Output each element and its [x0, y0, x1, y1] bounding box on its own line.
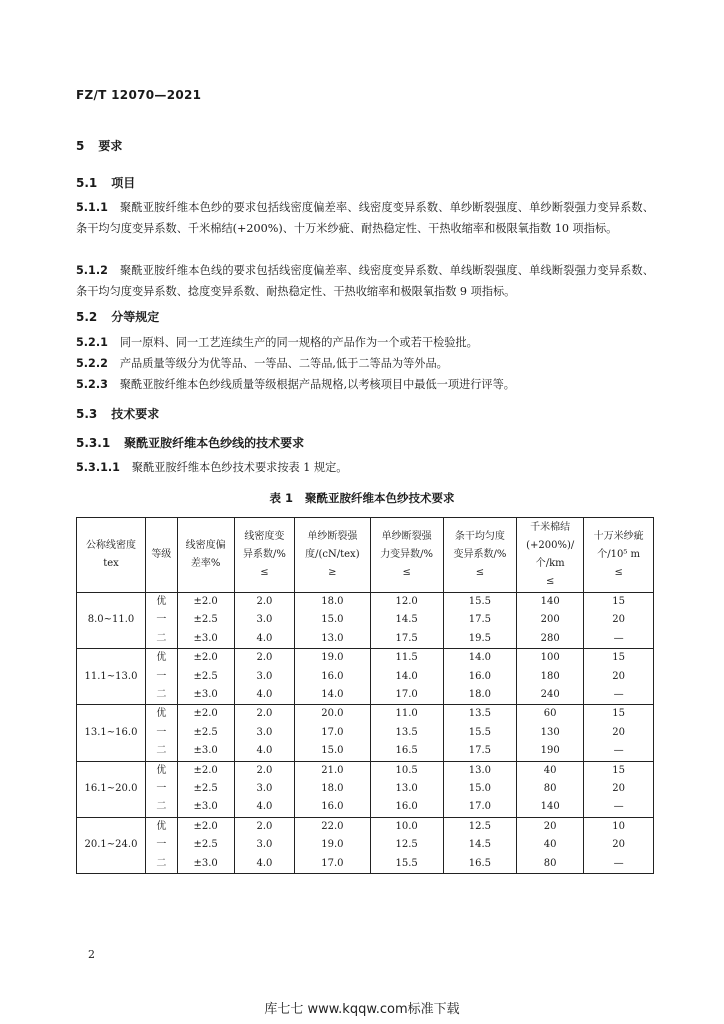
header-line: 度/(cN/tex): [305, 549, 360, 560]
table-cell: ±2.0: [177, 649, 234, 668]
clause-5-2-2: [76, 353, 654, 374]
table-cell: 15.0: [295, 611, 370, 629]
header-line: 十万米纱疵: [593, 531, 644, 542]
table-cell: ±3.0: [177, 798, 234, 817]
header-line: ≤: [545, 576, 555, 587]
table-cell: 4.0: [234, 742, 295, 761]
header-line: ≥: [328, 567, 337, 578]
section-5-heading: [76, 137, 122, 154]
watermark: 库七七 www.kqqw.com标准下载: [264, 1002, 460, 1017]
section-number: 5.2: [76, 310, 98, 324]
table-cell: 19.0: [295, 836, 370, 854]
table-row: [77, 630, 654, 649]
table-cell: ±2.0: [177, 705, 234, 724]
table-cell: ±2.5: [177, 724, 234, 742]
table-cell: 14.0: [370, 668, 443, 686]
clause-text: 产品质量等级分为优等品、一等品、二等品,低于二等品为等外品。: [119, 357, 448, 370]
table-cell: —: [584, 686, 654, 705]
table-cell: 17.0: [370, 686, 443, 705]
table-cell: 20: [584, 611, 654, 629]
table-cell: 20: [584, 780, 654, 798]
section-title: 技术要求: [111, 407, 160, 421]
table-row: [77, 742, 654, 761]
clause-number: 5.2.1: [76, 336, 108, 349]
table-cell: ±2.5: [177, 780, 234, 798]
header-line: 等级: [151, 549, 172, 560]
table-cell: 19.5: [443, 630, 516, 649]
clause-text: 聚酰亚胺纤维本色纱的要求包括线密度偏差率、线密度变异系数、单纱断裂强度、单纱断裂强力变异系数、条干均匀度变异系数、千米棉结(+200%)、十万米纱疵、耐热稳定性、干热收缩率和极限氧指数 10 项指标。: [76, 201, 654, 235]
table-row: [77, 817, 654, 836]
table-caption: [0, 490, 724, 506]
table-cell: 280: [517, 630, 584, 649]
table-cell: 一: [146, 611, 178, 629]
table-cell: 4.0: [234, 798, 295, 817]
table-cell: 4.0: [234, 630, 295, 649]
table-cell: 16.5: [370, 742, 443, 761]
header-line: tex: [103, 558, 119, 569]
table-cell: 优: [146, 649, 178, 668]
header-line: 单纱断裂强: [381, 531, 432, 542]
table-cell: 2.0: [234, 593, 295, 612]
table-cell: —: [584, 855, 654, 874]
table-cell: 一: [146, 724, 178, 742]
table-cell: —: [584, 798, 654, 817]
table-cell: 13.0: [370, 780, 443, 798]
table-cell: 10.5: [370, 761, 443, 780]
header-cell: [584, 518, 654, 593]
table-cell: 2.0: [234, 761, 295, 780]
table-cell: 180: [517, 668, 584, 686]
clause-number: 5.2.3: [76, 378, 108, 391]
header-line: 线密度变: [244, 531, 285, 542]
table-cell: 18.0: [295, 780, 370, 798]
table-cell: 20.0: [295, 705, 370, 724]
page-number: 2: [88, 948, 95, 961]
table-cell: 15: [584, 761, 654, 780]
table-cell: 17.0: [295, 724, 370, 742]
table-cell: 15: [584, 705, 654, 724]
table-cell: 14.5: [370, 611, 443, 629]
clause-text: 聚酰亚胺纤维本色纱线质量等级根据产品规格,以考核项目中最低一项进行评等。: [119, 378, 515, 391]
header-cell: [370, 518, 443, 593]
clause-text: 聚酰亚胺纤维本色纱技术要求按表 1 规定。: [131, 461, 348, 474]
table-cell: 优: [146, 817, 178, 836]
table-cell: 15: [584, 649, 654, 668]
header-line: 个/10⁵ m: [597, 549, 641, 560]
clause-text: 聚酰亚胺纤维本色线的要求包括线密度偏差率、线密度变异系数、单线断裂强度、单线断裂强力变异系数、条干均匀度变异系数、捻度变异系数、耐热稳定性、干热收缩率和极限氧指数 9 项指标。: [76, 264, 654, 298]
table-cell: 20: [517, 817, 584, 836]
table-cell: 11.0: [370, 705, 443, 724]
table-cell: 15: [584, 593, 654, 612]
table-cell: 2.0: [234, 705, 295, 724]
table-cell: 10: [584, 817, 654, 836]
table-cell: 17.5: [443, 611, 516, 629]
density-range-cell: 8.0~11.0: [77, 593, 146, 649]
table-cell: ±2.0: [177, 761, 234, 780]
table-cell: 16.5: [443, 855, 516, 874]
table-cell: 14.0: [443, 649, 516, 668]
table-title: 聚酰亚胺纤维本色纱技术要求: [305, 491, 455, 505]
table-cell: —: [584, 630, 654, 649]
density-range-cell: 11.1~13.0: [77, 649, 146, 705]
spec-table: [76, 517, 654, 874]
clause-5-1-1: [76, 197, 654, 239]
section-number: 5.1: [76, 176, 98, 190]
header-cell: [177, 518, 234, 593]
table-cell: 15.5: [443, 724, 516, 742]
header-cell: [443, 518, 516, 593]
table-cell: 3.0: [234, 836, 295, 854]
table-cell: 3.0: [234, 780, 295, 798]
clause-5-2-1: [76, 332, 654, 353]
table-cell: ±2.5: [177, 668, 234, 686]
table-row: [77, 724, 654, 742]
header-line: 个/km: [535, 558, 565, 569]
table-cell: 16.0: [443, 668, 516, 686]
table-cell: 15.5: [443, 593, 516, 612]
table-cell: 16.0: [295, 668, 370, 686]
clause-number: 5.3.1.1: [76, 461, 120, 474]
table-cell: 16.0: [295, 798, 370, 817]
header-line: 异系数/%: [242, 549, 286, 560]
table-cell: ±2.5: [177, 836, 234, 854]
header-line: ≤: [402, 567, 411, 578]
table-cell: 40: [517, 836, 584, 854]
table-cell: 优: [146, 593, 178, 612]
table-cell: ±2.5: [177, 611, 234, 629]
header-line: 力变异数/%: [380, 549, 434, 560]
table-row: [77, 855, 654, 874]
table-cell: 16.0: [370, 798, 443, 817]
clause-number: 5.1.2: [76, 264, 108, 277]
clause-5-1-2: [76, 260, 654, 302]
table-row: [77, 798, 654, 817]
table-row: [77, 780, 654, 798]
table-cell: 20: [584, 724, 654, 742]
table-cell: 22.0: [295, 817, 370, 836]
table-cell: —: [584, 742, 654, 761]
header-line: (+200%)/: [526, 540, 575, 551]
table-cell: 一: [146, 780, 178, 798]
header-line: ≤: [614, 567, 623, 578]
table-cell: 240: [517, 686, 584, 705]
table-cell: 15.0: [295, 742, 370, 761]
density-range-cell: 13.1~16.0: [77, 705, 146, 761]
section-title: 要求: [98, 139, 123, 153]
header-cell: [517, 518, 584, 593]
header-line: 线密度偏: [185, 540, 226, 551]
table-cell: 3.0: [234, 611, 295, 629]
table-cell: 20: [584, 836, 654, 854]
section-number: 5.3.1: [76, 436, 111, 450]
table-row: [77, 761, 654, 780]
table-cell: 14.5: [443, 836, 516, 854]
table-cell: 4.0: [234, 686, 295, 705]
standard-code: FZ/T 12070—2021: [76, 88, 202, 102]
table-cell: ±3.0: [177, 855, 234, 874]
table-cell: 18.0: [295, 593, 370, 612]
table-cell: 二: [146, 630, 178, 649]
clause-text: 同一原料、同一工艺连续生产的同一规格的产品作为一个或若干检验批。: [119, 336, 478, 349]
header-cell: [146, 518, 178, 593]
table-cell: 130: [517, 724, 584, 742]
table-cell: 13.0: [295, 630, 370, 649]
table-cell: 20: [584, 668, 654, 686]
clause-5-3-1-1: [76, 457, 654, 478]
section-5-3-heading: [76, 405, 159, 422]
section-title: 项目: [111, 176, 136, 190]
section-number: 5.3: [76, 407, 98, 421]
header-cell: [295, 518, 370, 593]
table-cell: 13.5: [443, 705, 516, 724]
header-line: 公称线密度: [86, 540, 136, 551]
table-cell: 12.0: [370, 593, 443, 612]
table-cell: 2.0: [234, 649, 295, 668]
table-cell: 10.0: [370, 817, 443, 836]
table-cell: 13.0: [443, 761, 516, 780]
density-range-cell: 16.1~20.0: [77, 761, 146, 817]
table-label: 表 1: [269, 491, 293, 505]
table-cell: 40: [517, 761, 584, 780]
table-cell: 100: [517, 649, 584, 668]
table-cell: 15.0: [443, 780, 516, 798]
table-row: [77, 705, 654, 724]
table-cell: ±2.0: [177, 593, 234, 612]
table-cell: 13.5: [370, 724, 443, 742]
section-5-2-heading: [76, 308, 159, 325]
table-cell: 140: [517, 593, 584, 612]
table-cell: 优: [146, 705, 178, 724]
table-cell: 2.0: [234, 817, 295, 836]
table-cell: 4.0: [234, 855, 295, 874]
header-line: ≤: [475, 567, 485, 578]
table-cell: 3.0: [234, 724, 295, 742]
header-line: 差率%: [190, 558, 221, 569]
table-row: [77, 836, 654, 854]
table-cell: 二: [146, 742, 178, 761]
table-cell: ±3.0: [177, 742, 234, 761]
table-cell: 一: [146, 836, 178, 854]
table-cell: ±2.0: [177, 817, 234, 836]
table-cell: 21.0: [295, 761, 370, 780]
table-header-row: [77, 518, 654, 593]
table-cell: 17.5: [443, 742, 516, 761]
header-cell: [77, 518, 146, 593]
table-cell: 80: [517, 855, 584, 874]
table-cell: 200: [517, 611, 584, 629]
table-cell: ±3.0: [177, 630, 234, 649]
header-line: ≤: [260, 567, 269, 578]
table-cell: 优: [146, 761, 178, 780]
header-line: 条干均匀度: [454, 531, 505, 542]
table-cell: 11.5: [370, 649, 443, 668]
table-cell: 12.5: [443, 817, 516, 836]
table-cell: 17.5: [370, 630, 443, 649]
table-cell: 80: [517, 780, 584, 798]
section-number: 5: [76, 139, 85, 153]
header-line: 变异系数/%: [453, 549, 507, 560]
clause-number: 5.2.2: [76, 357, 108, 370]
section-title: 分等规定: [111, 310, 160, 324]
clause-5-2-3: [76, 374, 654, 395]
header-cell: [234, 518, 295, 593]
table-row: [77, 593, 654, 612]
table-row: [77, 686, 654, 705]
section-5-1-heading: [76, 174, 135, 191]
table-cell: 140: [517, 798, 584, 817]
header-line: 千米棉结: [530, 522, 571, 533]
table-cell: 二: [146, 798, 178, 817]
table-cell: 190: [517, 742, 584, 761]
table-cell: 二: [146, 855, 178, 874]
table-cell: ±3.0: [177, 686, 234, 705]
table-cell: 60: [517, 705, 584, 724]
clause-number: 5.1.1: [76, 201, 108, 214]
table-row: [77, 611, 654, 629]
section-5-3-1-heading: [76, 434, 304, 451]
table-cell: 3.0: [234, 668, 295, 686]
table-cell: 18.0: [443, 686, 516, 705]
table-cell: 二: [146, 686, 178, 705]
table-cell: 14.0: [295, 686, 370, 705]
table-cell: 17.0: [443, 798, 516, 817]
section-title: 聚酰亚胺纤维本色纱线的技术要求: [124, 436, 305, 450]
table-cell: 19.0: [295, 649, 370, 668]
table-row: [77, 668, 654, 686]
density-range-cell: 20.1~24.0: [77, 817, 146, 873]
table-cell: 一: [146, 668, 178, 686]
table-cell: 17.0: [295, 855, 370, 874]
table-cell: 12.5: [370, 836, 443, 854]
header-line: 单纱断裂强: [307, 531, 358, 542]
table-row: [77, 649, 654, 668]
table-cell: 15.5: [370, 855, 443, 874]
